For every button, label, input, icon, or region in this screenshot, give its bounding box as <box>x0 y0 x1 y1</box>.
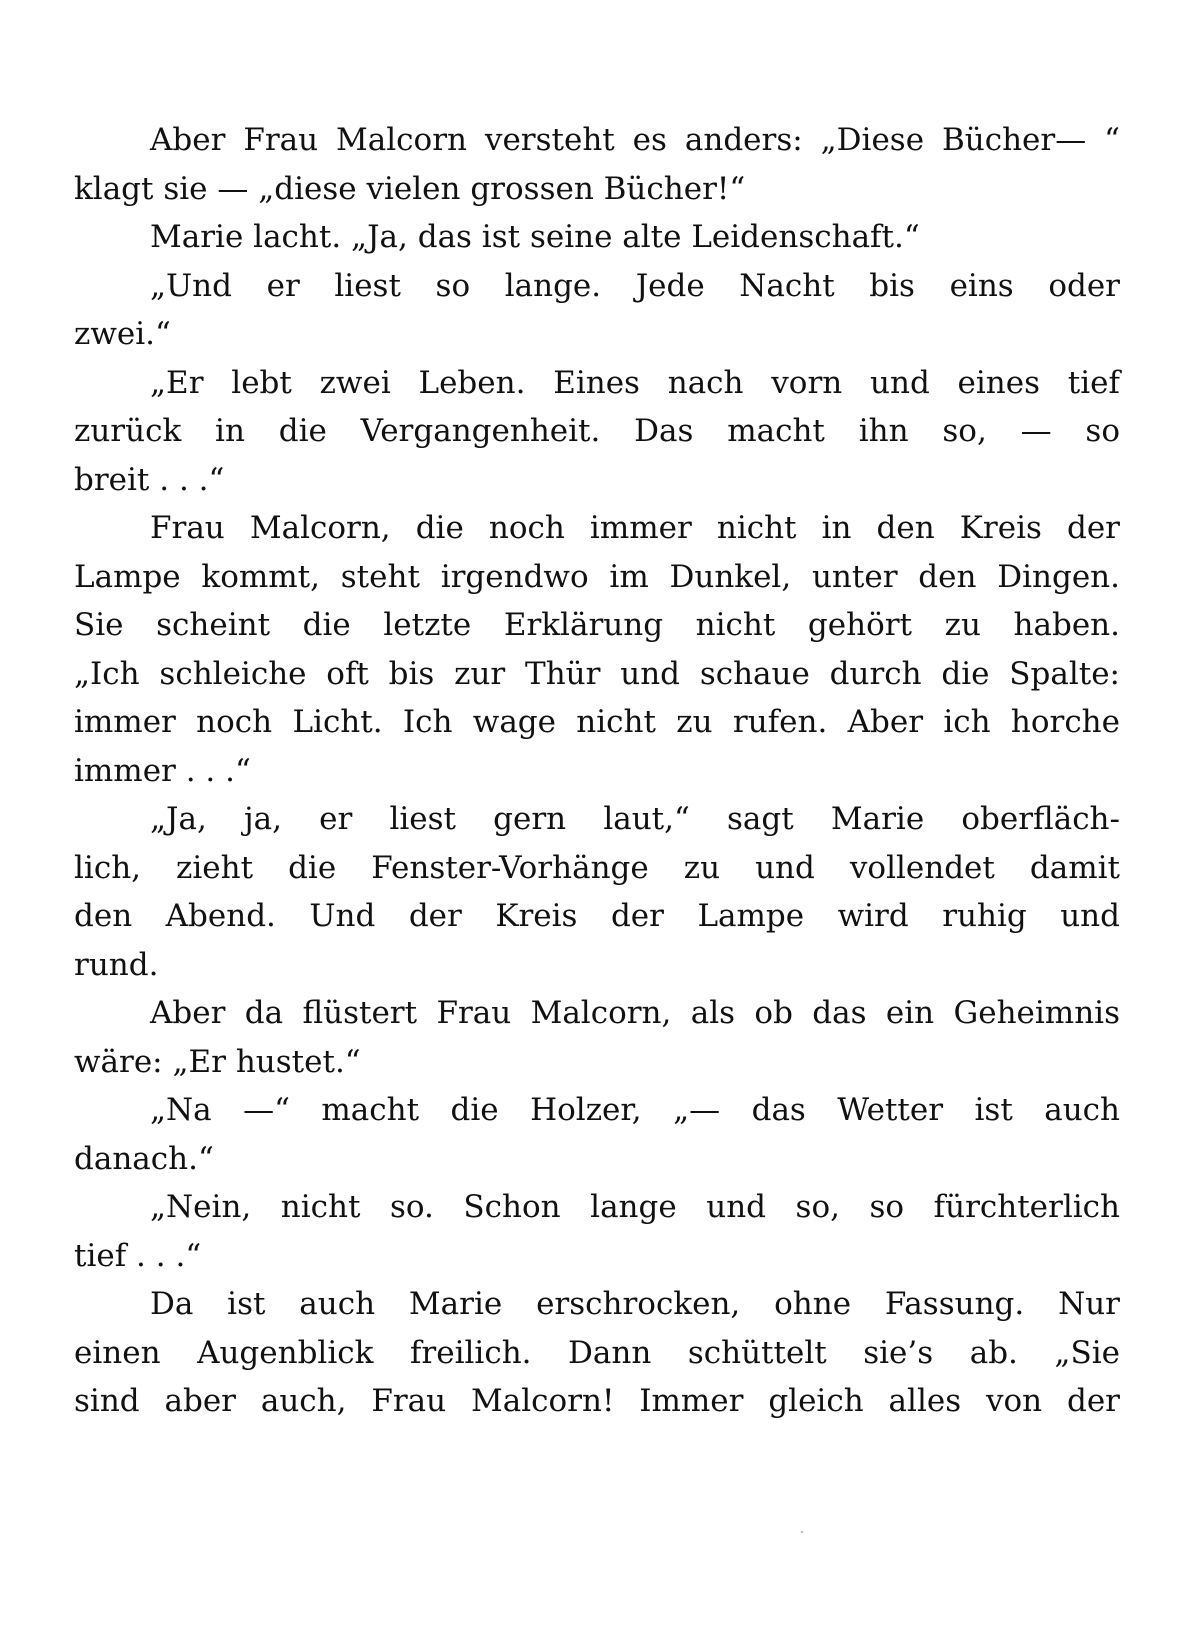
text-line: sind aber auch, Frau Malcorn! Immer gleich alles von der <box>74 1383 1120 1419</box>
text-line: wäre: „Er hustet.“ <box>74 1043 361 1080</box>
text-line: immer . . .“ <box>74 752 251 789</box>
text-line: einen Augenblick freilich. Dann schüttelt sie’s ab. „Sie <box>74 1334 1120 1371</box>
text-line: „Und er liest so lange. Jede Nacht bis eins oder <box>150 267 1120 304</box>
text-line: Aber da flüstert Frau Malcorn, als ob das ein Geheimnis <box>150 995 1120 1031</box>
text-line: „Ja, ja, er liest gern laut,“ sagt Marie oberfläch- <box>150 801 1120 837</box>
text-line: „Er lebt zwei Leben. Eines nach vorn und eines tief <box>150 364 1120 401</box>
text-line: Frau Malcorn, die noch immer nicht in den Kreis der <box>150 510 1120 546</box>
text-line: Da ist auch Marie erschrocken, ohne Fassung. Nur <box>150 1286 1120 1322</box>
text-line: Sie scheint die letzte Erklärung nicht gehört zu haben. <box>74 607 1120 643</box>
text-line: tief . . .“ <box>74 1237 202 1274</box>
body-text <box>74 116 1120 1426</box>
text-line: Aber Frau Malcorn versteht es anders: „Diese Bücher— “ <box>150 122 1120 158</box>
text-line: „Nein, nicht so. Schon lange und so, so fürchterlich <box>150 1189 1120 1225</box>
text-line: breit . . .“ <box>74 461 225 498</box>
text-line: „Na —“ macht die Holzer, „— das Wetter ist auch <box>150 1092 1120 1128</box>
text-line: Marie lacht. „Ja, das ist seine alte Leidenschaft.“ <box>150 219 920 255</box>
text-line: den Abend. Und der Kreis der Lampe wird ruhig und <box>74 898 1120 934</box>
text-line: rund. <box>74 946 159 983</box>
text-line: Lampe kommt, steht irgendwo im Dunkel, unter den Dingen. <box>74 558 1120 595</box>
page-speck <box>801 1531 803 1533</box>
text-line: klagt sie — „diese vielen grossen Bücher!“ <box>74 170 746 207</box>
text-line: immer noch Licht. Ich wage nicht zu rufen. Aber ich horche <box>74 704 1120 740</box>
text-line: „Ich schleiche oft bis zur Thür und schaue durch die Spalte: <box>74 655 1120 692</box>
text-line: danach.“ <box>74 1140 214 1177</box>
text-line: lich, zieht die Fenster-Vorhänge zu und vollendet damit <box>74 849 1120 886</box>
text-line: zwei.“ <box>74 316 171 352</box>
text-line: zurück in die Vergangenheit. Das macht ihn so, — so <box>74 413 1120 449</box>
